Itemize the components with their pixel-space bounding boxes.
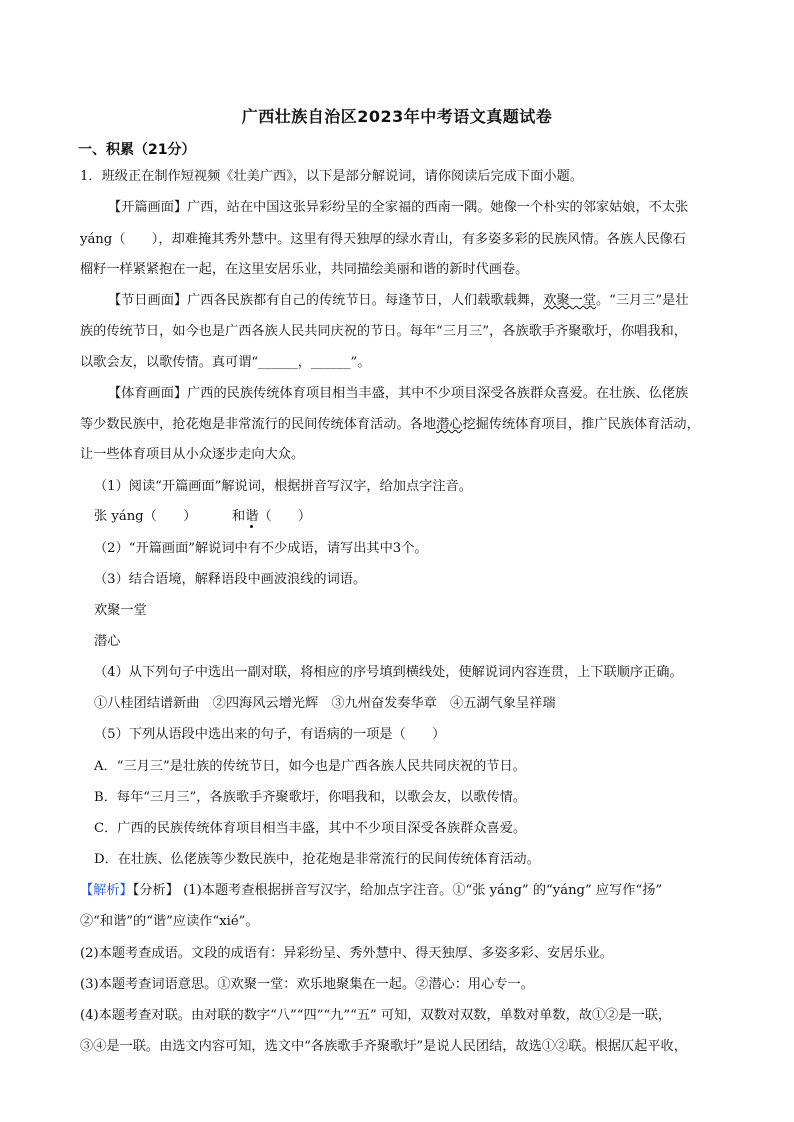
sub-question: （3）结合语境，解释语段中画波浪线的词语。	[94, 572, 367, 587]
answer-line	[80, 882, 662, 900]
option-b: B．每年“三月三”，各族歌手齐聚歌圩，你唱我和，以歌会友，以歌传情。	[94, 790, 526, 805]
paragraph-line: 榴籽一样紧紧抱在一起，在这里安居乐业，共同描绘美丽和谐的新时代画卷。	[80, 262, 529, 277]
answer-line: (3)本题考查词语意思。①欢聚一堂：欢乐地聚集在一起。②潜心：用心专一。	[80, 977, 534, 992]
dotted-character: 谐	[245, 509, 259, 524]
sub-question: （2）“开篇画面”解说词中有不少成语，请写出其中3个。	[94, 541, 428, 556]
sub-question-item	[232, 508, 311, 526]
option-c: C．广西的民族传统体育项目相当丰盛，其中不少项目深受各族群众喜爱。	[94, 821, 527, 836]
paragraph-line: yáng（ ），却难掩其秀外慧中。这里有得天独厚的绿水青山，有多姿多彩的民族风情。各族人民像石	[80, 232, 686, 247]
paragraph-line	[80, 416, 700, 434]
answer-tag: 【解析】	[80, 883, 133, 898]
text-span: 【分析】 (1)本题考查根据拼音写汉字，给加点字注音。①“张 yáng” 的“yáng” 应写作“扬”	[132, 883, 663, 898]
text-span: 和	[232, 509, 246, 524]
paragraph-line	[108, 292, 689, 310]
page-title: 广西壮族自治区2023年中考语文真题试卷	[241, 107, 553, 126]
option-a: A．“三月三”是壮族的传统节日，如今也是广西各族人民共同庆祝的节日。	[94, 759, 526, 774]
sub-question: （5）下列从语段中选出来的句子，有语病的一项是（ ）	[94, 727, 446, 742]
sub-question: （4）从下列句子中选出一副对联，将相应的序号填到横线处，使解说词内容连贯，上下联顺序正确。	[94, 665, 683, 680]
answer-line: ②“和谐”的“谐”应读作“xié”。	[80, 914, 259, 929]
option-d: D．在壮族、仫佬族等少数民族中，抢花炮是非常流行的民间传统体育活动。	[94, 852, 540, 867]
sub-question-item: 欢聚一堂	[94, 603, 147, 618]
section-heading: 一、积累（21分）	[78, 142, 196, 158]
text-span: （ ）	[258, 509, 312, 524]
paragraph-line: 让一些体育项目从小众逐步走向大众。	[80, 447, 305, 462]
answer-line: ③④是一联。由选文内容可知，选文中“各族歌手齐聚歌圩”是说人民团结，故选①②联。根据仄起平收，	[80, 1039, 687, 1054]
sub-question: （1）阅读“开篇画面”解说词，根据拼音写汉字，给加点字注音。	[94, 479, 472, 494]
text-span: 挖掘传统体育项目，推广民族体育活动，	[462, 417, 700, 432]
text-span: 【节日画面】广西各民族都有自己的传统节日。每逢节日，人们载歌载舞，	[108, 293, 544, 308]
text-span: 。“三月三”是壮	[595, 293, 689, 308]
wavy-underlined-word: 欢聚一堂	[543, 293, 596, 308]
paragraph-line: 【体育画面】广西的民族传统体育项目相当丰盛，其中不少项目深受各族群众喜爱。在壮族、仫佬族	[108, 386, 689, 401]
wavy-underlined-word: 潜心	[436, 417, 463, 432]
answer-line: (2)本题考查成语。文段的成语有：异彩纷呈、秀外慧中、得天独厚、多姿多彩、安居乐业。	[80, 946, 613, 961]
answer-line: (4)本题考查对联。由对联的数字“八”“四”“九”“五” 可知，双数对双数，单数对单数，故①②是一联，	[80, 1008, 672, 1023]
sub-question-item: 潜心	[94, 634, 121, 649]
paragraph-line: 【开篇画面】广西，站在中国这张异彩纷呈的全家福的西南一隅。她像一个朴实的邻家姑娘，不太张	[108, 200, 689, 215]
paragraph-line: 族的传统节日，如今也是广西各族人民共同庆祝的节日。每年“三月三”，各族歌手齐聚歌圩，你唱我和，	[80, 324, 687, 339]
question-intro: 1．班级正在制作短视频《壮美广西》，以下是部分解说词，请你阅读后完成下面小题。	[80, 169, 583, 184]
text-span: 等少数民族中，抢花炮是非常流行的民间传统体育活动。各地	[80, 417, 437, 432]
couplet-options: ①八桂团结谱新曲 ②四海风云增光辉 ③九州奋发奏华章 ④五湖气象呈祥瑞	[94, 696, 556, 711]
paragraph-line: 以歌会友，以歌传情。真可谓“______，______”。	[80, 355, 371, 370]
sub-question-item: 张 yáng（ ）	[94, 509, 197, 524]
